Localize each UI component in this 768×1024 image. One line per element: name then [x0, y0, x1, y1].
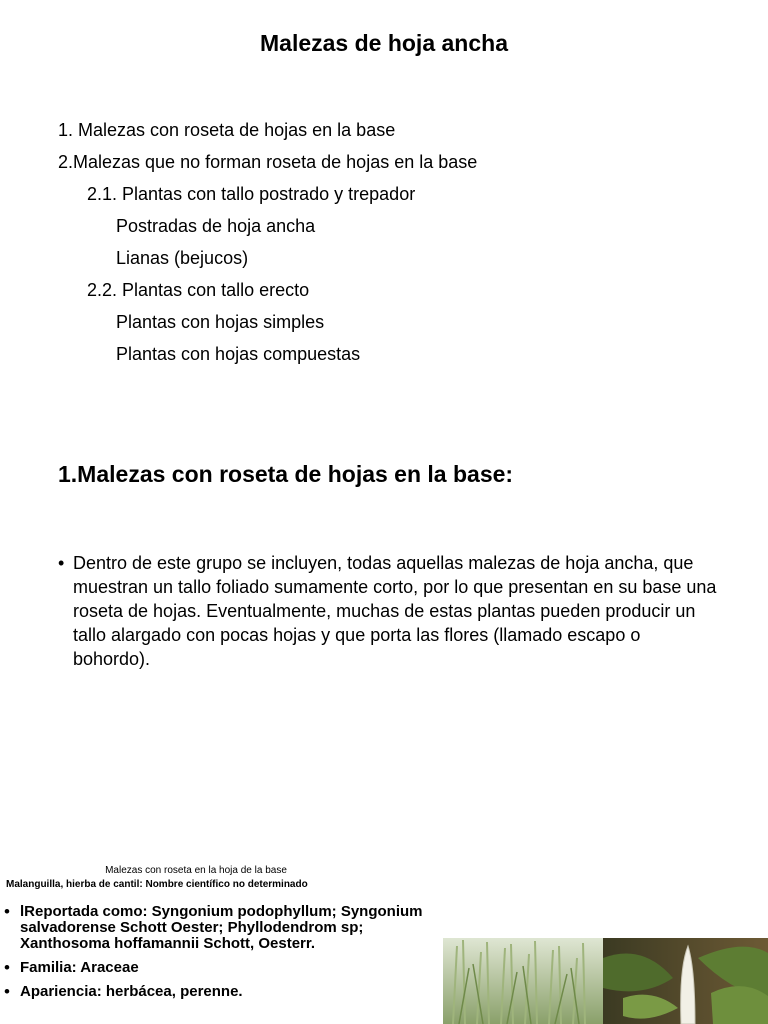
- outline-item: 2.2. Plantas con tallo erecto: [87, 280, 310, 300]
- fact-text: lReportada como: Syngonium podophyllum; Syngonium salvadorense Schott Oester; Phyllodendrom sp; Xanthosoma hoffamannii Schott, Oesterr.: [20, 903, 423, 952]
- outline-item: 2.Malezas que no forman roseta de hojas en la base: [58, 152, 478, 172]
- section-paragraph: [58, 551, 718, 671]
- fact-item: [4, 960, 444, 976]
- section-heading: 1.Malezas con roseta de hojas en la base:: [58, 461, 514, 487]
- plant-photo-illustration: [443, 938, 768, 1024]
- page-title: Malezas de hoja ancha: [260, 30, 508, 56]
- outline-item: Postradas de hoja ancha: [116, 216, 316, 236]
- slide-caption-title: Malezas con roseta en la hoja de la base: [105, 865, 287, 876]
- paragraph-text: Dentro de este grupo se incluyen, todas aquellas malezas de hoja ancha, que muestran un tallo foliado sumamente corto, por lo que presentan en su base una roseta de hojas. Eventualmente, muchas de estas plantas pueden producir un tallo alargado con pocas hojas y que porta las flores (llamado escapo o bohordo).: [73, 553, 717, 669]
- slide-facts: [4, 904, 444, 1008]
- outline-list: [58, 118, 477, 374]
- slide-caption-subtitle: Malanguilla, hierba de cantil: Nombre científico no determinado: [6, 879, 308, 890]
- bullet-icon: •: [4, 902, 10, 921]
- outline-item: 1. Malezas con roseta de hojas en la base: [58, 120, 396, 140]
- fact-item: [4, 984, 444, 1000]
- outline-item: Plantas con hojas compuestas: [116, 344, 361, 364]
- outline-item: Lianas (bejucos): [116, 248, 249, 268]
- fact-text: Familia: Araceae: [20, 959, 139, 976]
- bullet-icon: •: [4, 982, 10, 1001]
- fact-item: [4, 904, 444, 952]
- plant-photo: [443, 938, 768, 1024]
- outline-item: Plantas con hojas simples: [116, 312, 325, 332]
- bullet-icon: •: [58, 553, 65, 573]
- bullet-icon: •: [4, 958, 10, 977]
- outline-item: 2.1. Plantas con tallo postrado y trepador: [87, 184, 416, 204]
- fact-text: Apariencia: herbácea, perenne.: [20, 983, 243, 1000]
